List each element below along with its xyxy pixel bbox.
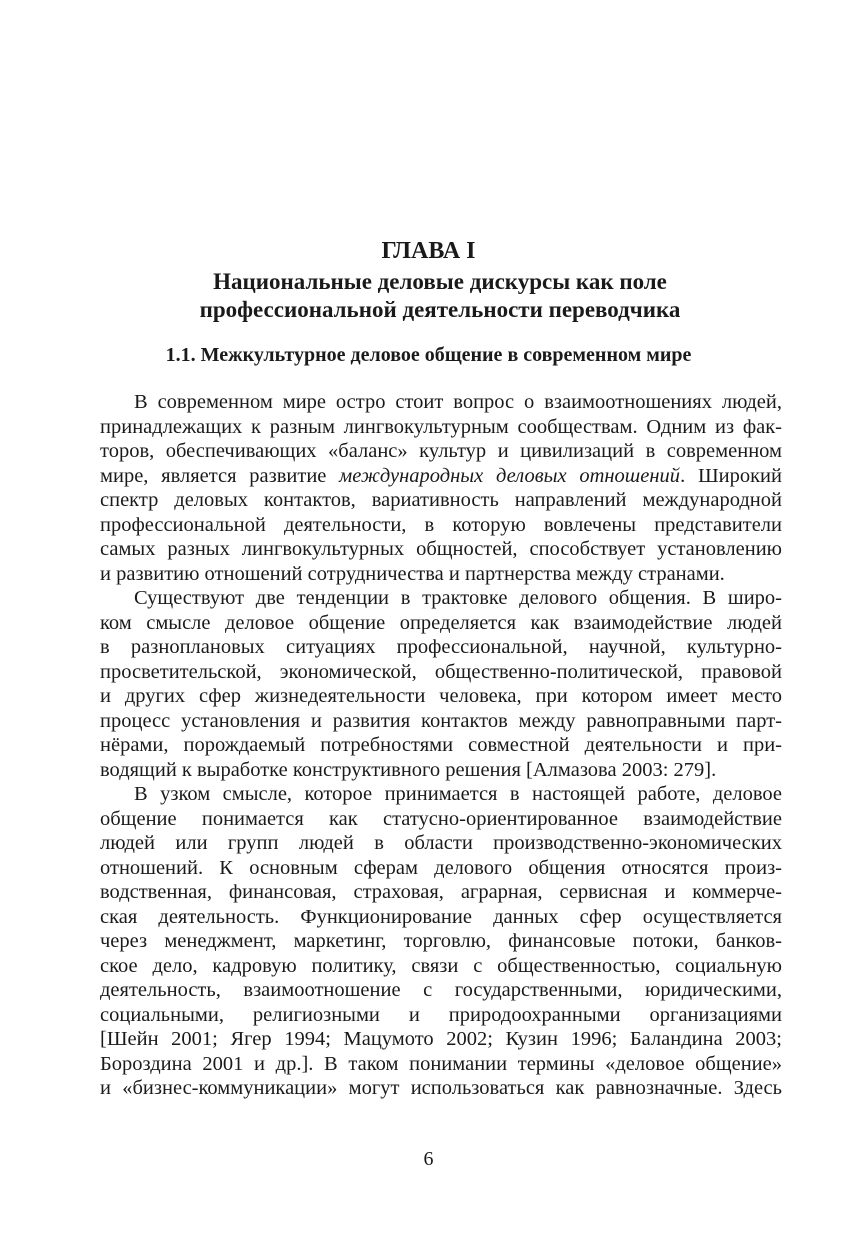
text-line: социальными, религиозными и природоохранными организациями	[100, 1003, 782, 1026]
text-line: торов, обеспечивающих «баланс» культур и цивилизаций в современном	[100, 440, 782, 462]
paragraph-3	[100, 782, 782, 1101]
text-line: и «бизнес-коммуникации» могут использоваться как равнозначные. Здесь	[100, 1077, 782, 1099]
text-line: и развитию отношений сотрудничества и партнерства между странами.	[100, 562, 725, 585]
text-run: . Широкий	[680, 464, 782, 487]
text-line: нёрами, порождаемый потребностями совместной деятельности и при-	[100, 734, 782, 756]
text-line: отношений. К основным сферам делового общения относятся произ-	[100, 856, 782, 879]
text-line: и других сфер жизнедеятельности человека, при котором имеет место	[100, 685, 782, 707]
page-number: 6	[423, 1148, 434, 1170]
text-line: принадлежащих к разным лингвокультурным сообществам. Одним из фак-	[100, 415, 782, 438]
text-line: людей или групп людей в области производственно-экономических	[100, 832, 782, 854]
text-line: водственная, финансовая, страховая, аграрная, сервисная и коммерче-	[100, 881, 782, 903]
text-line: общение понимается как статусно-ориентированное взаимодействие	[100, 807, 782, 830]
text-line: спектр деловых контактов, вариативность направлений международной	[100, 489, 782, 511]
chapter-title-line-2: профессиональной деятельности переводчика	[199, 297, 681, 322]
section-title: 1.1. Межкультурное деловое общение в современном мире	[165, 344, 692, 366]
text-line: [Шейн 2001; Ягер 1994; Мацумото 2002; Кузин 1996; Баландина 2003;	[100, 1028, 782, 1050]
paragraph-2	[100, 586, 782, 782]
text-line: В узком смысле, которое принимается в настоящей работе, деловое	[134, 783, 782, 805]
chapter-title	[100, 268, 780, 324]
text-line: ское дело, кадровую политику, связи с общественностью, социальную	[100, 954, 782, 977]
text-line: В современном мире остро стоит вопрос о взаимоотношениях людей,	[134, 391, 782, 413]
text-line: самых разных лингвокультурных общностей, способствует установлению	[100, 538, 782, 560]
body-text	[100, 390, 782, 1101]
emphasis-term: международных деловых отношений	[339, 464, 681, 487]
chapter-title-line-1: Национальные деловые дискурсы как поле	[213, 269, 667, 294]
text-line: Бороздина 2001 и др.]. В таком понимании термины «деловое общение»	[100, 1052, 782, 1075]
text-line: ская деятельность. Функционирование данных сфер осуществляется	[100, 905, 782, 928]
text-line: просветительской, экономической, общественно-политической, правовой	[100, 660, 782, 683]
text-line-with-emphasis	[100, 464, 782, 489]
text-line: процесс установления и развития контактов между равноправными парт-	[100, 709, 782, 732]
text-line: деятельность, взаимоотношение с государственными, юридическими,	[100, 979, 782, 1001]
text-run: мире, является развитие	[100, 464, 340, 487]
text-line: в разноплановых ситуациях профессиональной, научной, культурно-	[100, 636, 782, 658]
text-line: водящий к выработке конструктивного решения [Алмазова 2003: 279].	[100, 758, 717, 781]
text-line: через менеджмент, маркетинг, торговлю, финансовые потоки, банков-	[100, 930, 782, 952]
paragraph-1	[100, 390, 782, 586]
text-line: Существуют две тенденции в трактовке делового общения. В широ-	[134, 587, 782, 609]
chapter-label: ГЛАВА I	[381, 238, 476, 264]
text-line: ком смысле деловое общение определяется как взаимодействие людей	[100, 611, 782, 634]
text-line: профессиональной деятельности, в которую вовлечены представители	[100, 513, 782, 536]
